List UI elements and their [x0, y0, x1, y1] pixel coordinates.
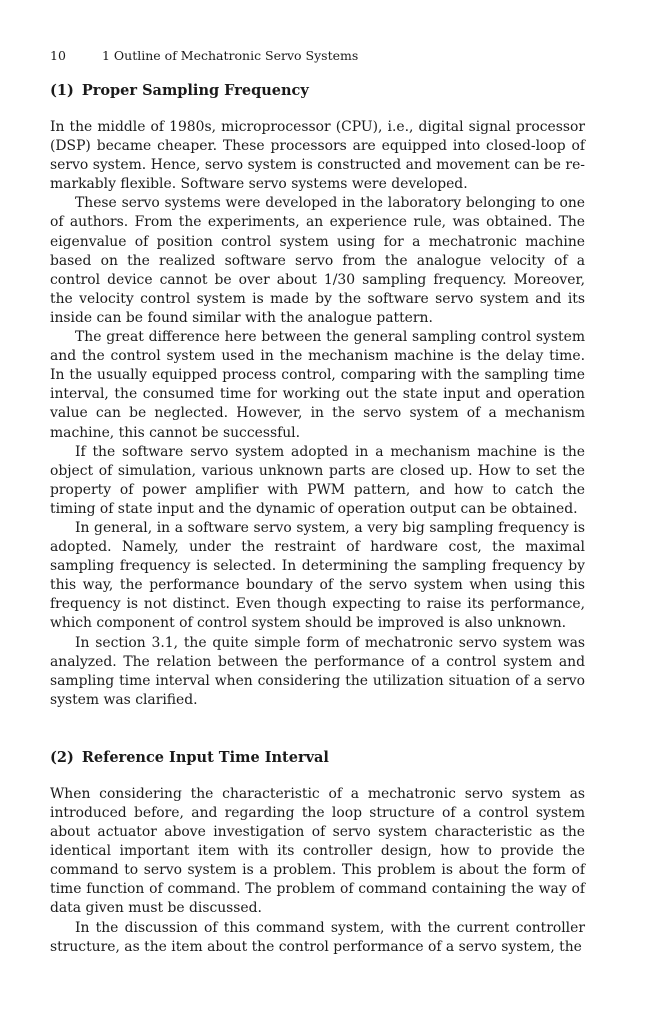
section-title: Proper Sampling Frequency: [81, 82, 309, 99]
page-number: 10: [50, 48, 66, 63]
paragraph: If the software servo system adopted in a mechanism machine is the object of simulation, various unknown parts are closed up. How to set the property of power amplifier with PWM pattern, and how to catch the timing of state input and the dynamic of operation output can be obtained.: [50, 443, 585, 517]
running-head: [50, 45, 585, 67]
section-heading-1: [50, 81, 585, 101]
page: [50, 45, 585, 957]
paragraph: In general, in a software servo system, a very big sampling frequency is adopted. Namely, under the restraint of hardware cost, the maximal sampling frequency is selected. In determining the sampling frequency by this way, the performance boundary of the servo system when using this frequency is not distinct. Even though expecting to raise its performance, which component of control system should be improved is also unknown.: [50, 519, 585, 632]
paragraph: The great difference here between the general sampling control system and the control system used in the mechanism machine is the delay time. In the usually equipped process control, comparing with the sampling time interval, the consumed time for working out the state input and operation value can be neglected. However, in the servo system of a mechanism machine, this cannot be successful.: [50, 329, 585, 441]
section-number: (2): [50, 748, 74, 766]
paragraph: When considering the characteristic of a mechatronic servo system as introduced before, and regarding the loop structure of a control system about actuator above investigation of servo system characteristic as the identical important item with its controller design, how to provide the command to servo system is a problem. This problem is about the form of time function of command. The problem of command containing the way of data given must be discussed.: [50, 785, 585, 917]
chapter-title: 1 Outline of Mechatronic Servo Systems: [102, 48, 359, 63]
paragraph: In section 3.1, the quite simple form of mechatronic servo system was analyzed. The relation between the performance of a control system and sampling time interval when considering the utilization situation of a servo system was clarified.: [50, 634, 585, 708]
section-number: (1): [50, 82, 74, 99]
paragraph: In the middle of 1980s, microprocessor (CPU), i.e., digital signal processor (DSP) became cheaper. These processors are equipped into closed-loop of servo system. Hence, servo system is constructed and movement can be remarkably flexible. Software servo systems were developed.: [50, 119, 585, 193]
section-title: Reference Input Time Interval: [81, 748, 329, 766]
section-heading-2: [50, 748, 585, 768]
section-gap: [50, 710, 585, 734]
paragraph: In the discussion of this command system, with the current controller structure, as the item about the control performance of a servo system, the: [50, 919, 585, 955]
paragraph: These servo systems were developed in the laboratory belonging to one of authors. From the experiments, an experience rule, was obtained. The eigenvalue of position control system using for a mechatronic machine based on the realized software servo from the analogue velocity of a control device cannot be over about 1/30 sampling frequency. Moreover, the velocity control system is made by the software servo system and its inside can be found similar with the analogue pattern.: [50, 195, 585, 326]
